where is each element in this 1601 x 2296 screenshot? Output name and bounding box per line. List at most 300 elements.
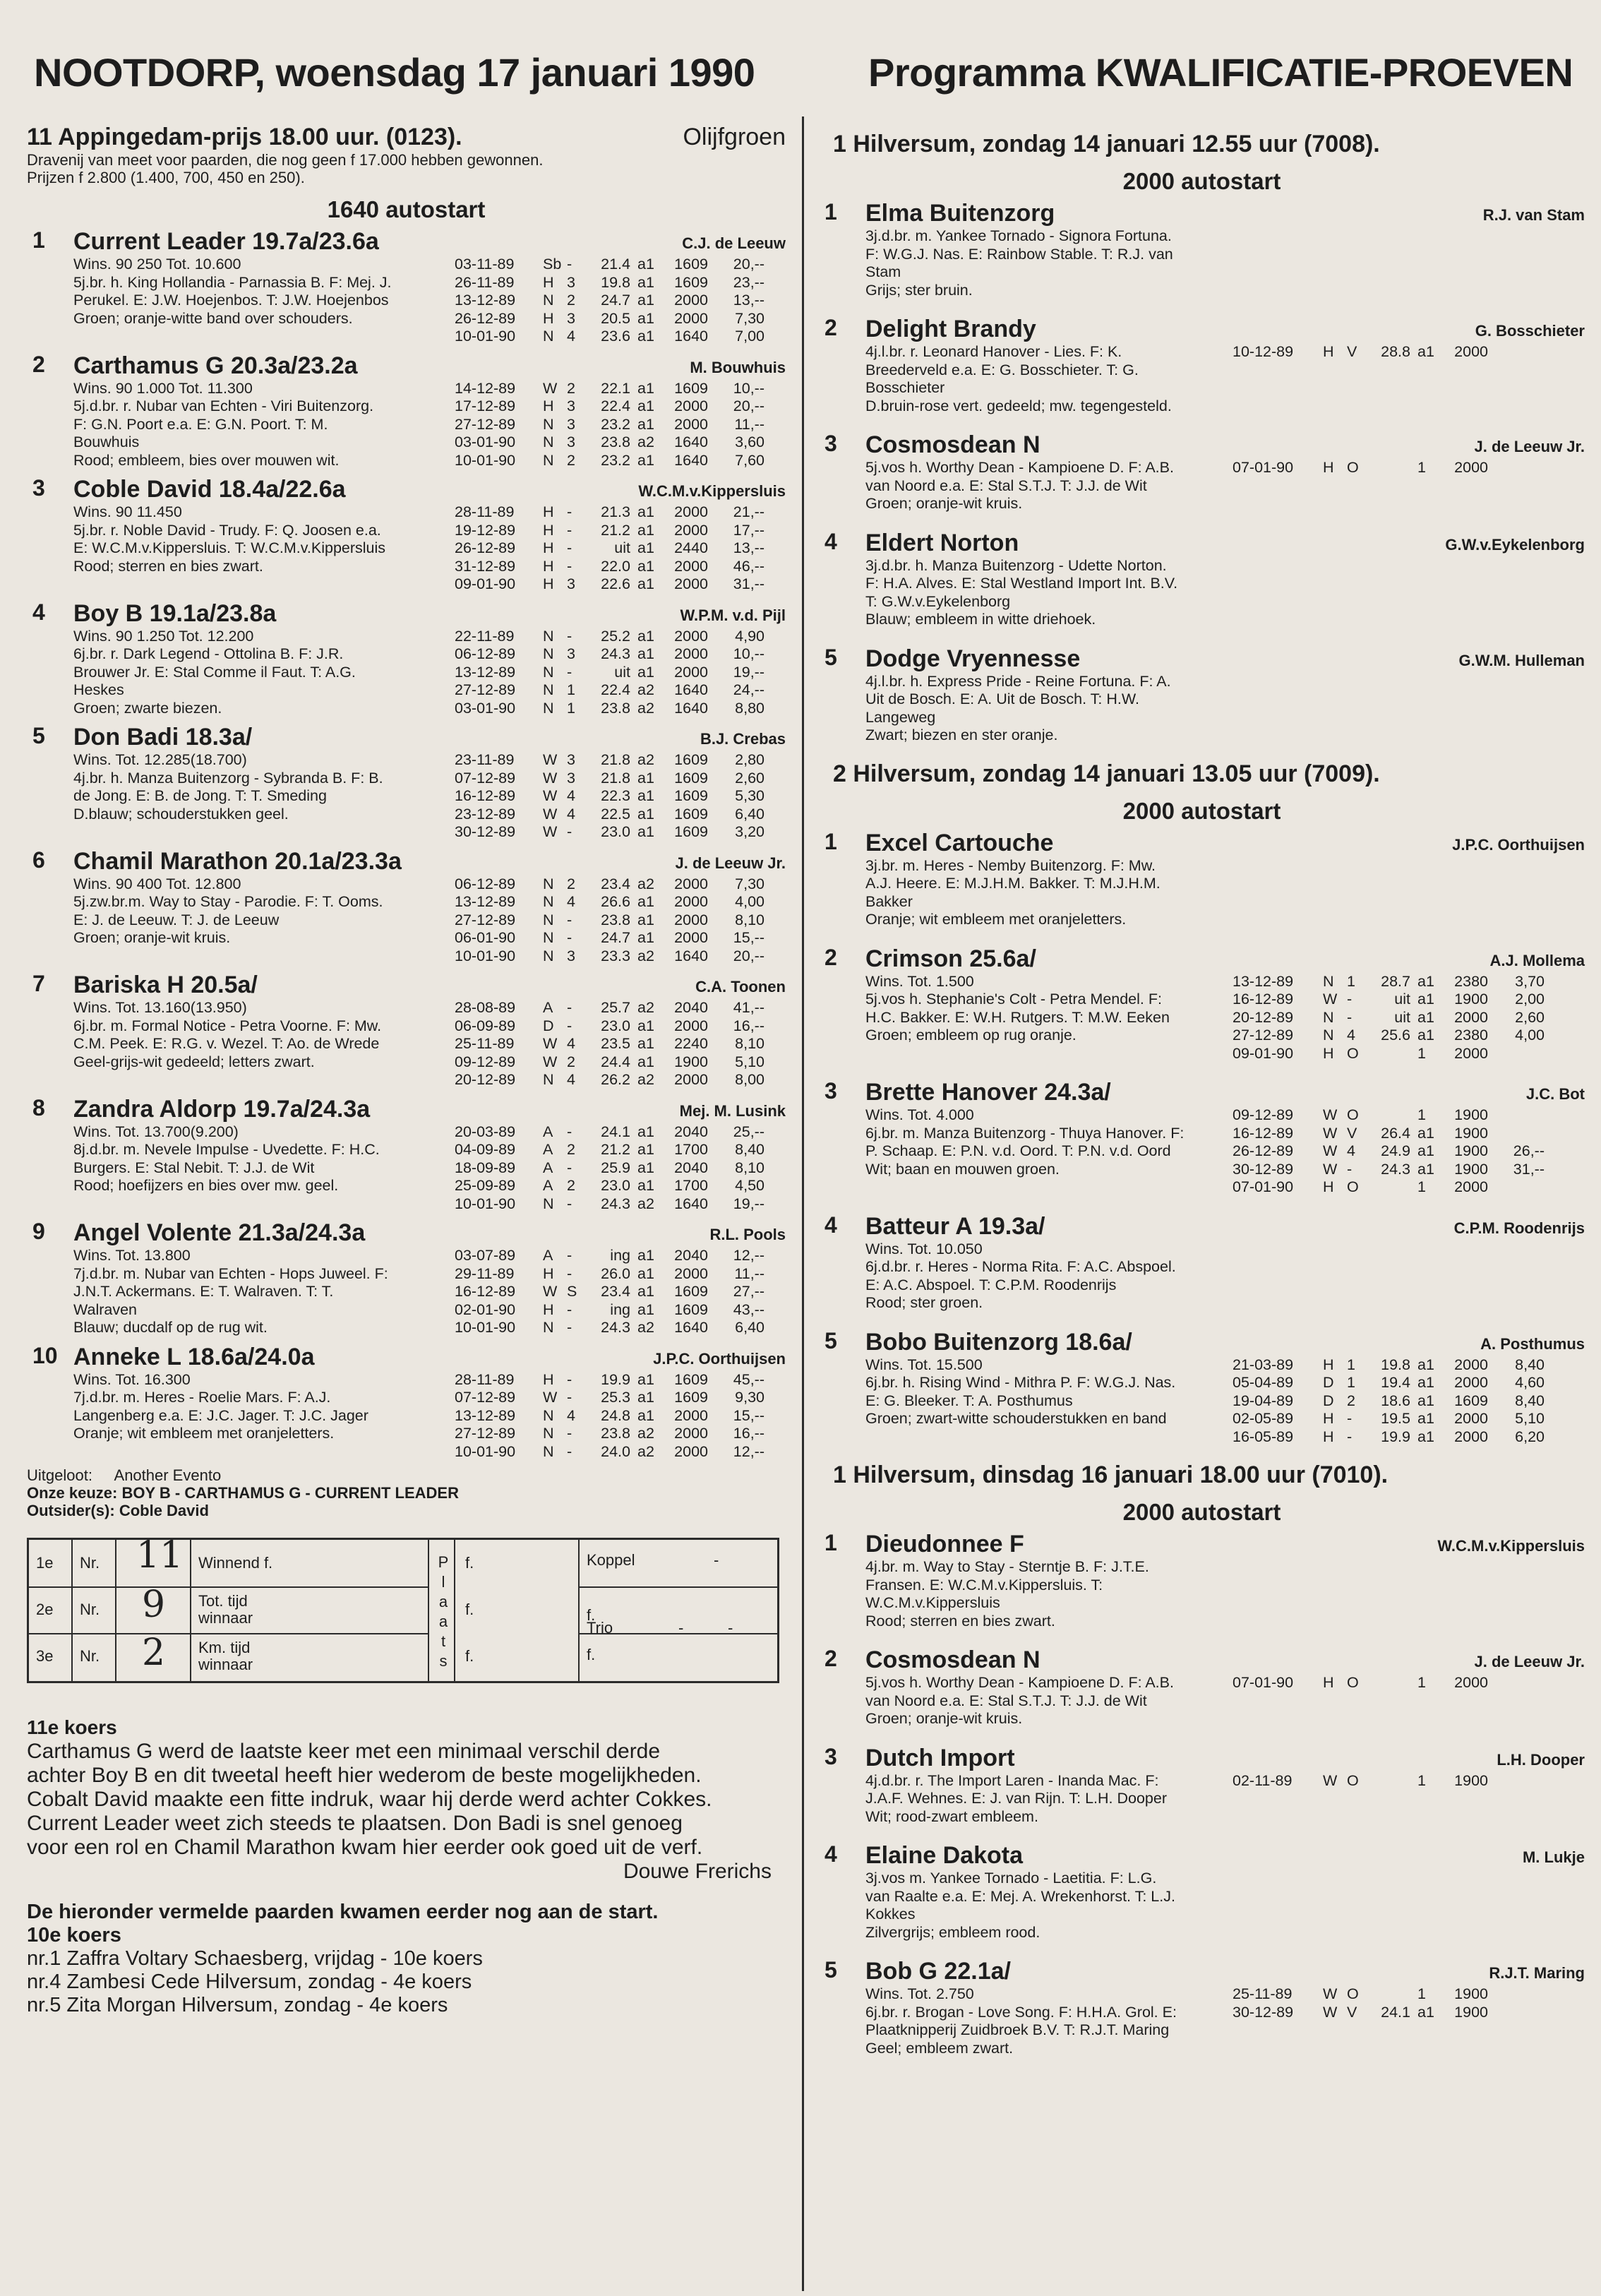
horse-info-line: Wins. Tot. 2.750 — [865, 1985, 974, 2002]
form-cell: 07-01-90 — [1233, 1178, 1294, 1195]
horse-info — [865, 1985, 1233, 2057]
form-cell: 2000 — [1454, 1428, 1488, 1445]
form-row — [1233, 1674, 1545, 1692]
form-row — [455, 1177, 764, 1195]
form-cell: 24.7 — [601, 292, 630, 309]
horse-number: 1 — [32, 227, 45, 253]
form-cell: W — [1323, 1142, 1338, 1159]
horse-info-line: Wins. Tot. 16.300 — [73, 1370, 191, 1388]
form-cell: 21,-- — [733, 503, 764, 520]
form-cell: H — [1323, 1356, 1334, 1373]
form-cell: a2 — [637, 999, 654, 1016]
form-row — [455, 645, 764, 664]
horse-name: Chamil Marathon 20.1a/23.3a — [73, 847, 402, 875]
form-cell — [1368, 1178, 1417, 1197]
form-cell: W — [543, 1283, 558, 1300]
form-cell: a1 — [637, 769, 654, 787]
form-cell: 3,20 — [735, 823, 764, 840]
form-cell: 1900 — [1454, 2003, 1488, 2021]
form-cell — [1488, 459, 1545, 477]
form-cell: N — [543, 1425, 554, 1442]
horse-form — [455, 503, 764, 594]
race-section — [819, 1461, 1585, 2057]
form-cell: H — [543, 575, 554, 592]
form-cell: 2 — [1347, 1392, 1355, 1409]
form-cell: 13-12-89 — [1233, 972, 1294, 990]
form-cell: 1900 — [1454, 991, 1488, 1008]
horse-form — [1233, 1106, 1545, 1197]
form-cell: - — [567, 823, 572, 840]
form-cell: 8,40 — [1515, 1356, 1545, 1373]
form-cell: a1 — [637, 292, 654, 309]
horse-info — [73, 1371, 455, 1461]
handwritten-1: 11 — [136, 1534, 184, 1577]
form-cell: 06-12-89 — [455, 875, 516, 892]
form-row — [1233, 1178, 1545, 1197]
horse-number: 1 — [825, 199, 837, 225]
form-row — [455, 256, 764, 274]
horse-body — [865, 857, 1585, 929]
form-cell: a1 — [637, 451, 654, 469]
horse-trainer: W.C.M.v.Kippersluis — [1437, 1537, 1585, 1555]
horse-info — [865, 1558, 1233, 1630]
form-cell: H — [1323, 1410, 1334, 1427]
horse-info-line: van Noord e.a. E: Stal S.T.J. T: J.J. de Wit — [865, 477, 1147, 494]
horse-info — [865, 973, 1233, 1063]
horse-body — [73, 256, 786, 346]
form-row — [455, 1319, 764, 1337]
form-cell: 25,-- — [733, 1123, 764, 1140]
earlier-title: De hieronder vermelde paarden kwamen eerder nog aan de start. — [27, 1901, 659, 1923]
form-cell: 2,60 — [735, 769, 764, 787]
form-cell: H — [1323, 1178, 1334, 1195]
horse-info-line: Wins. Tot. 13.160(13.950) — [73, 999, 247, 1016]
form-cell: 10-01-90 — [455, 1319, 516, 1336]
horse-info-line: 3j.br. m. Heres - Nemby Buitenzorg. F: Mw. — [865, 856, 1156, 874]
horse-number: 4 — [825, 1212, 837, 1238]
form-cell: - — [567, 1370, 572, 1388]
horse-number: 8 — [32, 1094, 45, 1120]
horse-info-line: Burgers. E: Stal Nebit. T: J.J. de Wit — [73, 1159, 315, 1176]
form-cell: a1 — [1417, 1428, 1434, 1445]
form-cell: 26-11-89 — [455, 273, 515, 291]
horse-entry — [27, 352, 786, 470]
form-cell: 22.0 — [601, 557, 630, 575]
form-row — [455, 452, 764, 470]
form-cell: 24.8 — [601, 1406, 630, 1424]
form-cell: 3 — [567, 309, 575, 327]
winnend-label: Winnend f. — [198, 1554, 273, 1572]
horse-info-line: E: W.C.M.v.Kippersluis. T: W.C.M.v.Kippersluis — [73, 539, 386, 556]
form-cell: 1 — [1347, 972, 1355, 990]
form-cell: 4,60 — [1515, 1374, 1545, 1391]
form-cell: a1 — [1417, 991, 1434, 1008]
start-label: 2000 autostart — [1122, 1499, 1281, 1525]
right-column — [819, 124, 1585, 2073]
form-cell: 2000 — [1454, 1008, 1488, 1026]
form-cell: 15,-- — [733, 929, 764, 946]
form-cell: a1 — [1417, 972, 1434, 990]
form-cell: 2000 — [1454, 1044, 1488, 1062]
form-cell: 1 — [1417, 1674, 1426, 1691]
form-cell: a1 — [637, 256, 654, 273]
horse-info-line: E: A.C. Abspoel. T: C.P.M. Roodenrijs — [865, 1276, 1117, 1293]
f-trio: f. — [587, 1646, 596, 1663]
form-cell: 16,-- — [733, 1425, 764, 1442]
form-cell: 4 — [567, 1406, 575, 1424]
form-row — [455, 1035, 764, 1053]
form-cell: 6,40 — [735, 805, 764, 823]
nr-label-2: Nr. — [80, 1601, 100, 1618]
horse-entry — [27, 971, 786, 1089]
horse-form — [455, 875, 764, 966]
earlier-line: nr.5 Zita Morgan Hilversum, zondag - 4e koers — [27, 1994, 448, 2016]
form-cell: - — [1347, 1008, 1353, 1026]
form-cell: 2000 — [1454, 459, 1488, 476]
form-cell: a1 — [1417, 1410, 1434, 1427]
form-row — [455, 434, 764, 452]
horse-info-line: Wins. Tot. 13.700(9.200) — [73, 1123, 239, 1140]
form-cell — [1488, 1125, 1545, 1143]
form-cell: 20-12-89 — [1233, 1008, 1294, 1026]
form-cell: 1900 — [1454, 1124, 1488, 1142]
form-cell: a1 — [637, 1264, 654, 1282]
form-cell: S — [567, 1283, 577, 1300]
horse-trainer: J. de Leeuw Jr. — [1474, 438, 1585, 455]
horse-info-line: Grijs; ster bruin. — [865, 281, 973, 299]
horse-body — [865, 1356, 1585, 1447]
horse-body — [865, 973, 1585, 1063]
form-cell: 02-01-90 — [455, 1301, 516, 1318]
form-cell: 3,60 — [735, 434, 764, 450]
form-cell: 06-01-90 — [455, 929, 516, 946]
horse-entry — [27, 1219, 786, 1337]
horse-info — [865, 557, 1233, 629]
form-cell: a2 — [637, 699, 654, 717]
form-cell: 1 — [1347, 1356, 1355, 1373]
start-label: 2000 autostart — [1122, 168, 1281, 194]
form-cell: 25-11-89 — [455, 1035, 515, 1052]
koppel-dash: - — [714, 1551, 719, 1569]
form-row — [455, 1159, 764, 1178]
form-cell: 1609 — [674, 256, 708, 273]
horse-trainer: J.P.C. Oorthuijsen — [653, 1349, 786, 1368]
form-row — [455, 787, 764, 806]
race-title-text: 11 Appingedam-prijs 18.00 uur. (0123). — [27, 124, 462, 150]
horse-form — [455, 380, 764, 470]
horse-info — [865, 673, 1233, 745]
form-cell: 1 — [1417, 1985, 1426, 2002]
form-cell: A — [543, 1159, 553, 1176]
form-cell: 8,40 — [1515, 1392, 1545, 1409]
form-cell: a2 — [637, 875, 654, 892]
form-cell: 19.9 — [601, 1370, 630, 1388]
horse-info-line: Walraven — [73, 1301, 138, 1318]
horse-form — [1233, 1674, 1545, 1728]
form-cell: 2000 — [674, 663, 708, 681]
horse-name: Bariska H 20.5a/ — [73, 971, 258, 998]
form-row — [1233, 1392, 1545, 1411]
horse-body — [73, 503, 786, 594]
form-cell: 3 — [567, 575, 575, 592]
form-cell — [1488, 343, 1545, 361]
form-row — [455, 770, 764, 788]
form-cell: - — [567, 1195, 572, 1212]
form-cell: 21.2 — [601, 1141, 630, 1158]
form-cell: a2 — [637, 947, 654, 964]
horse-info — [73, 1247, 455, 1337]
form-cell: 22.3 — [601, 787, 630, 804]
form-cell: 8,10 — [735, 1035, 764, 1052]
column-divider — [802, 116, 804, 2291]
trio-dash-1: - — [678, 1619, 684, 1637]
horse-name: Coble David 18.4a/22.6a — [73, 476, 346, 503]
form-cell: - — [1347, 1160, 1353, 1178]
form-cell: N — [543, 947, 554, 964]
race-title: 2 Hilversum, zondag 14 januari 13.05 uur (7009). — [833, 760, 1380, 787]
form-cell: 1640 — [674, 1195, 708, 1212]
horse-info-line: 5j.vos h. Worthy Dean - Kampioene D. F: A.B. — [865, 1674, 1174, 1691]
form-cell: 25-11-89 — [1233, 1985, 1293, 2002]
row-1e: 1e — [36, 1554, 54, 1572]
form-cell: H — [1323, 343, 1334, 360]
form-cell: N — [543, 1319, 554, 1336]
form-row — [1233, 2004, 1545, 2022]
horse-trainer: G.W.v.Eykelenborg — [1445, 535, 1585, 554]
horse-info-line: Wins. Tot. 15.500 — [865, 1356, 983, 1373]
form-cell: N — [543, 1406, 554, 1424]
horse-body — [73, 1371, 786, 1461]
horse-name: Elma Buitenzorg — [865, 200, 1055, 227]
earlier-list — [27, 1947, 786, 2017]
form-cell: N — [1323, 972, 1334, 990]
form-cell: 2000 — [674, 575, 708, 592]
form-cell: 4 — [1347, 1142, 1355, 1159]
form-row — [455, 875, 764, 894]
horse-info — [865, 1106, 1233, 1197]
horse-info — [865, 227, 1233, 299]
form-cell: 2240 — [674, 1035, 708, 1052]
plaats-letter: t — [440, 1632, 446, 1650]
horse-number: 5 — [825, 1957, 837, 1983]
form-cell: - — [567, 999, 572, 1016]
form-cell: N — [1323, 1008, 1334, 1026]
horse-form — [455, 999, 764, 1089]
race-section — [819, 760, 1585, 1447]
horse-entry — [819, 529, 1585, 629]
horse-info-line: Brouwer Jr. E: Stal Comme il Faut. T: A.G. — [73, 663, 356, 681]
form-cell: 2,80 — [735, 751, 764, 768]
race-section — [819, 131, 1585, 745]
form-cell: 10-12-89 — [1233, 343, 1294, 360]
horse-entry — [819, 199, 1585, 299]
form-cell: 02-11-89 — [1233, 1771, 1293, 1789]
form-cell: 4,00 — [735, 893, 764, 910]
horse-info-line: 3j.d.br. h. Manza Buitenzorg - Udette Norton. — [865, 556, 1167, 574]
form-cell: 46,-- — [733, 557, 764, 575]
horse-info-line: 4j.br. h. Manza Buitenzorg - Sybranda B. F: B. — [73, 769, 383, 787]
form-cell: a1 — [637, 397, 654, 414]
form-cell: 4 — [567, 787, 575, 804]
form-cell: - — [567, 1159, 572, 1176]
form-cell: - — [567, 503, 572, 520]
horse-form — [455, 256, 764, 346]
horse-entry — [819, 431, 1585, 513]
horse-info-line: J.N.T. Ackermans. E: T. Walraven. T: T. — [73, 1283, 334, 1300]
horse-info-line: H.C. Bakker. E: W.H. Rutgers. T: M.W. Eeken — [865, 1008, 1170, 1026]
horse-form — [455, 628, 764, 718]
form-cell: W — [1323, 1771, 1338, 1789]
horse-body — [865, 1240, 1585, 1313]
form-cell: 1900 — [1454, 1771, 1488, 1789]
form-cell: 21-03-89 — [1233, 1356, 1294, 1373]
horse-trainer: A. Posthumus — [1480, 1334, 1585, 1353]
form-cell: 12,-- — [733, 1247, 764, 1264]
form-cell: 24.9 — [1381, 1142, 1410, 1159]
uitgeloot-label: Uitgeloot: — [27, 1466, 92, 1484]
header-right-title: Programma KWALIFICATIE-PROEVEN — [868, 50, 1573, 95]
horse-info-line: Wins. Tot. 4.000 — [865, 1106, 974, 1123]
form-cell: 2000 — [674, 1071, 708, 1088]
form-cell: 2 — [567, 451, 575, 469]
km-winnaar-label: winnaar — [198, 1656, 253, 1673]
horse-info — [865, 1772, 1233, 1826]
horse-entry — [819, 1530, 1585, 1630]
horse-number: 5 — [825, 644, 837, 670]
form-cell: a1 — [1417, 2003, 1434, 2021]
form-cell: 21.8 — [601, 769, 630, 787]
horse-body — [865, 1674, 1585, 1728]
form-cell: H — [543, 309, 554, 327]
horse-info-line: 5j.br. h. King Hollandia - Parnassia B. F: Mej. J. — [73, 273, 392, 291]
form-cell: 2000 — [1454, 1178, 1488, 1195]
form-row — [1233, 991, 1545, 1009]
horse-info — [865, 343, 1233, 415]
horse-info-line: Groen; zwarte biezen. — [73, 699, 222, 717]
form-cell: 19-04-89 — [1233, 1392, 1294, 1409]
horse-info-line: Wins. 90 1.250 Tot. 12.200 — [73, 627, 254, 645]
form-row — [455, 416, 764, 434]
form-cell: V — [1347, 2003, 1357, 2021]
outsider-label: Outsider(s): — [27, 1502, 115, 1519]
form-cell: A — [543, 1141, 553, 1158]
form-cell: 23.4 — [601, 1283, 630, 1300]
form-cell: 1609 — [674, 823, 708, 840]
horse-form — [455, 1247, 764, 1337]
form-cell: - — [567, 1301, 572, 1318]
form-cell: W — [543, 805, 558, 823]
form-cell: a1 — [637, 645, 654, 662]
form-cell: N — [543, 875, 554, 892]
horse-number: 3 — [825, 1078, 837, 1104]
form-cell: 1609 — [674, 805, 708, 823]
form-cell: 26.2 — [601, 1071, 630, 1088]
form-cell: 28-11-89 — [455, 1370, 515, 1388]
form-cell: 23.8 — [601, 434, 630, 450]
form-cell: 22.5 — [601, 805, 630, 823]
form-cell: a1 — [637, 1406, 654, 1424]
horse-entry — [27, 1343, 786, 1461]
form-cell: - — [567, 521, 572, 539]
form-cell: 21.2 — [601, 521, 630, 539]
form-cell: 10-01-90 — [455, 328, 516, 345]
form-cell: 1 — [1347, 1374, 1355, 1391]
form-cell: W — [543, 751, 558, 768]
horse-info-line: Wit; rood-zwart embleem. — [865, 1807, 1038, 1825]
horse-name: Dutch Import — [865, 1744, 1015, 1771]
horse-info-line: 4j.br. m. Way to Stay - Sterntje B. F: J.T.E. — [865, 1558, 1149, 1575]
form-cell: 2000 — [674, 875, 708, 892]
form-cell: a2 — [637, 1195, 654, 1212]
horse-name: Boy B 19.1a/23.8a — [73, 599, 277, 627]
form-cell: 26-12-89 — [455, 309, 516, 327]
form-cell: D — [543, 1017, 554, 1034]
horse-info-line: E: G. Bleeker. T: A. Posthumus — [865, 1392, 1073, 1409]
form-cell: 1609 — [674, 769, 708, 787]
form-cell: 2000 — [674, 1406, 708, 1424]
uitgeloot-value: Another Evento — [114, 1466, 222, 1484]
form-cell: 09-01-90 — [455, 575, 516, 592]
horse-name: Brette Hanover 24.3a/ — [865, 1079, 1111, 1106]
horse-body — [73, 751, 786, 842]
form-cell: 18.6 — [1381, 1392, 1410, 1409]
horse-info-line: Stam — [865, 263, 901, 280]
form-cell: 11,-- — [734, 1264, 764, 1282]
form-cell: 3 — [567, 645, 575, 662]
horse-number: 1 — [825, 1530, 837, 1555]
form-cell: 16,-- — [733, 1017, 764, 1034]
horse-info — [73, 256, 455, 346]
form-cell: 04-09-89 — [455, 1141, 516, 1158]
form-cell: 1900 — [674, 1053, 708, 1070]
form-cell: 13-12-89 — [455, 663, 516, 681]
form-cell: 31,-- — [733, 575, 764, 592]
horse-body — [865, 673, 1585, 745]
form-cell: 3,70 — [1515, 972, 1545, 990]
form-row — [455, 397, 764, 416]
horse-info-line: 5j.vos h. Worthy Dean - Kampioene D. F: A.B. — [865, 459, 1174, 476]
form-cell: 2000 — [674, 292, 708, 309]
horse-form — [1233, 973, 1545, 1063]
form-cell: a1 — [637, 273, 654, 291]
horse-number: 4 — [32, 599, 45, 625]
form-cell: a1 — [637, 893, 654, 910]
outsider-value: Coble David — [119, 1502, 209, 1519]
form-cell: uit — [1394, 1008, 1410, 1026]
form-cell: 22.4 — [601, 397, 630, 414]
form-cell: 1900 — [1454, 1985, 1488, 2002]
form-cell: 12,-- — [733, 1442, 764, 1460]
form-cell: 5,10 — [735, 1053, 764, 1070]
form-cell — [1368, 1045, 1417, 1063]
horse-trainer: J.P.C. Oorthuijsen — [1452, 835, 1585, 854]
form-cell: 4 — [567, 328, 575, 345]
horse-number: 3 — [825, 431, 837, 456]
horse-info-line: Oranje; wit embleem met oranjeletters. — [73, 1425, 335, 1442]
form-cell: 2000 — [674, 911, 708, 928]
form-row — [1233, 343, 1545, 361]
horse-info-line: Fransen. E: W.C.M.v.Kippersluis. T: — [865, 1576, 1103, 1594]
form-cell: a1 — [637, 911, 654, 928]
form-cell: - — [1347, 1410, 1353, 1427]
form-cell: 23.4 — [601, 875, 630, 892]
form-cell: 6,40 — [735, 1319, 764, 1336]
form-cell: 24.1 — [1381, 2003, 1410, 2021]
form-cell: a1 — [637, 539, 654, 556]
horse-info-line: Uit de Bosch. E: A. Uit de Bosch. T: H.W. — [865, 690, 1139, 707]
f-2: f. — [465, 1601, 474, 1618]
form-cell: 23.8 — [601, 699, 630, 717]
